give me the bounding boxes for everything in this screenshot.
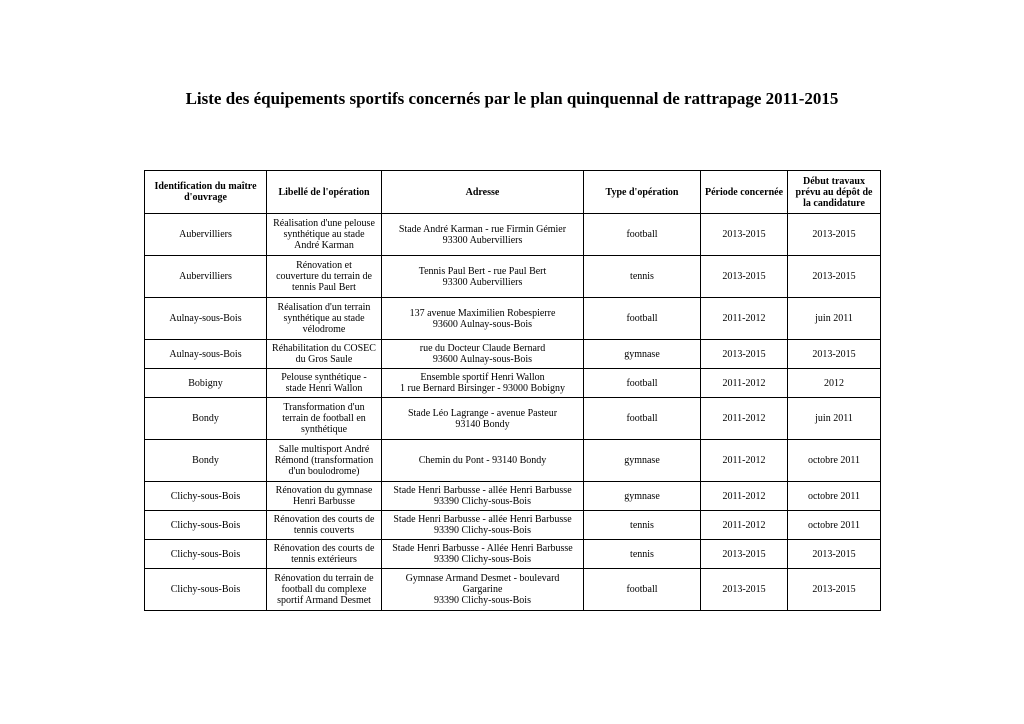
cell-type: football: [584, 569, 701, 611]
table-row: [145, 298, 881, 340]
adresse-line-1: Stade Léo Lagrange - avenue Pasteur: [407, 407, 558, 419]
cell-debut: 2013-2015: [788, 256, 881, 298]
cell-libelle: Transformation d'un terrain de football en synthétique: [267, 398, 382, 440]
header-periode: Période concernée: [701, 171, 788, 214]
table-row: [145, 340, 881, 369]
cell-libelle: Rénovation des courts de tennis couverts: [267, 511, 382, 540]
cell-type: gymnase: [584, 340, 701, 369]
adresse-line-2: 93390 Clichy-sous-Bois: [434, 496, 531, 507]
cell-debut: 2013-2015: [788, 540, 881, 569]
cell-adresse: [382, 511, 584, 540]
cell-adresse: [382, 256, 584, 298]
cell-libelle: Réalisation d'une pelouse synthétique au stade André Karman: [267, 214, 382, 256]
cell-libelle: Salle multisport André Rémond (transformation d'un boulodrome): [267, 440, 382, 482]
table-header-row: [145, 171, 881, 214]
adresse-line-1: Stade Henri Barbusse - Allée Henri Barbusse: [392, 543, 573, 554]
adresse-line-1: 137 avenue Maximilien Robespierre: [409, 307, 556, 319]
adresse-line-1: Stade André Karman - rue Firmin Gémier: [398, 223, 567, 235]
table-row: [145, 540, 881, 569]
cell-adresse: [382, 440, 584, 482]
header-debut: Début travaux prévu au dépôt de la candidature: [788, 171, 881, 214]
cell-adresse: [382, 298, 584, 340]
header-maitre: Identification du maître d'ouvrage: [145, 171, 267, 214]
cell-maitre: Aulnay-sous-Bois: [145, 298, 267, 340]
cell-periode: 2013-2015: [701, 540, 788, 569]
cell-maitre: Bobigny: [145, 369, 267, 398]
cell-adresse: [382, 340, 584, 369]
table-row: [145, 511, 881, 540]
cell-adresse: [382, 369, 584, 398]
adresse-line-2: 93300 Aubervilliers: [442, 234, 523, 246]
cell-debut: 2013-2015: [788, 340, 881, 369]
cell-adresse: [382, 214, 584, 256]
table-row: [145, 398, 881, 440]
cell-adresse: [382, 569, 584, 611]
adresse-line-1: rue du Docteur Claude Bernard: [419, 343, 546, 354]
cell-type: tennis: [584, 256, 701, 298]
adresse-line-1: Chemin du Pont - 93140 Bondy: [418, 455, 547, 466]
adresse-line-1: Tennis Paul Bert - rue Paul Bert: [418, 265, 547, 277]
table-row: [145, 482, 881, 511]
cell-periode: 2013-2015: [701, 569, 788, 611]
cell-libelle: Réhabilitation du COSEC du Gros Saule: [267, 340, 382, 369]
cell-periode: 2011-2012: [701, 369, 788, 398]
cell-periode: 2013-2015: [701, 256, 788, 298]
adresse-line-2: 93600 Aulnay-sous-Bois: [432, 318, 533, 330]
cell-maitre: Clichy-sous-Bois: [145, 540, 267, 569]
cell-debut: octobre 2011: [788, 482, 881, 511]
cell-maitre: Bondy: [145, 398, 267, 440]
cell-adresse: [382, 540, 584, 569]
cell-adresse: [382, 482, 584, 511]
cell-maitre: Clichy-sous-Bois: [145, 482, 267, 511]
cell-adresse: [382, 398, 584, 440]
header-type: Type d'opération: [584, 171, 701, 214]
cell-periode: 2011-2012: [701, 398, 788, 440]
cell-maitre: Aubervilliers: [145, 256, 267, 298]
header-adresse: Adresse: [382, 171, 584, 214]
table-row: [145, 214, 881, 256]
cell-type: football: [584, 369, 701, 398]
adresse-line-1: Stade Henri Barbusse - allée Henri Barbusse: [393, 514, 572, 525]
cell-periode: 2011-2012: [701, 511, 788, 540]
cell-type: gymnase: [584, 482, 701, 511]
equipment-table: [144, 170, 881, 611]
cell-libelle: Réalisation d'un terrain synthétique au stade vélodrome: [267, 298, 382, 340]
cell-debut: 2013-2015: [788, 214, 881, 256]
cell-libelle: Pelouse synthétique - stade Henri Wallon: [267, 369, 382, 398]
header-libelle: Libellé de l'opération: [267, 171, 382, 214]
cell-debut: juin 2011: [788, 298, 881, 340]
cell-debut: 2013-2015: [788, 569, 881, 611]
cell-debut: juin 2011: [788, 398, 881, 440]
adresse-line-2: 93140 Bondy: [455, 418, 510, 430]
cell-maitre: Clichy-sous-Bois: [145, 569, 267, 611]
page-title: Liste des équipements sportifs concernés par le plan quinquennal de rattrapage 2011-2015: [185, 89, 839, 108]
cell-periode: 2011-2012: [701, 298, 788, 340]
adresse-line-2: 93390 Clichy-sous-Bois: [434, 554, 531, 565]
adresse-line-2: 93390 Clichy-sous-Bois: [434, 595, 531, 606]
cell-maitre: Clichy-sous-Bois: [145, 511, 267, 540]
cell-type: gymnase: [584, 440, 701, 482]
cell-libelle: Rénovation et couverture du terrain de tennis Paul Bert: [267, 256, 382, 298]
table-row: [145, 256, 881, 298]
cell-libelle: Rénovation du terrain de football du complexe sportif Armand Desmet: [267, 569, 382, 611]
table-row: [145, 569, 881, 611]
cell-periode: 2011-2012: [701, 482, 788, 511]
adresse-line-1: Ensemble sportif Henri Wallon: [420, 372, 545, 383]
adresse-line-2: 1 rue Bernard Birsinger - 93000 Bobigny: [400, 383, 565, 394]
adresse-line-1: Gymnase Armand Desmet - boulevard Gargarine: [405, 573, 560, 595]
cell-periode: 2011-2012: [701, 440, 788, 482]
cell-type: football: [584, 298, 701, 340]
cell-periode: 2013-2015: [701, 340, 788, 369]
cell-libelle: Rénovation des courts de tennis extérieurs: [267, 540, 382, 569]
adresse-line-2: 93600 Aulnay-sous-Bois: [432, 354, 533, 365]
adresse-line-2: 93390 Clichy-sous-Bois: [434, 525, 531, 536]
cell-type: tennis: [584, 540, 701, 569]
cell-debut: octobre 2011: [788, 511, 881, 540]
adresse-line-1: Stade Henri Barbusse - allée Henri Barbusse: [393, 485, 572, 496]
cell-type: tennis: [584, 511, 701, 540]
cell-maitre: Aubervilliers: [145, 214, 267, 256]
cell-debut: octobre 2011: [788, 440, 881, 482]
cell-periode: 2013-2015: [701, 214, 788, 256]
cell-libelle: Rénovation du gymnase Henri Barbusse: [267, 482, 382, 511]
table-row: [145, 369, 881, 398]
cell-maitre: Bondy: [145, 440, 267, 482]
cell-debut: 2012: [788, 369, 881, 398]
cell-type: football: [584, 214, 701, 256]
cell-type: football: [584, 398, 701, 440]
adresse-line-2: 93300 Aubervilliers: [442, 276, 523, 288]
cell-maitre: Aulnay-sous-Bois: [145, 340, 267, 369]
table-row: [145, 440, 881, 482]
